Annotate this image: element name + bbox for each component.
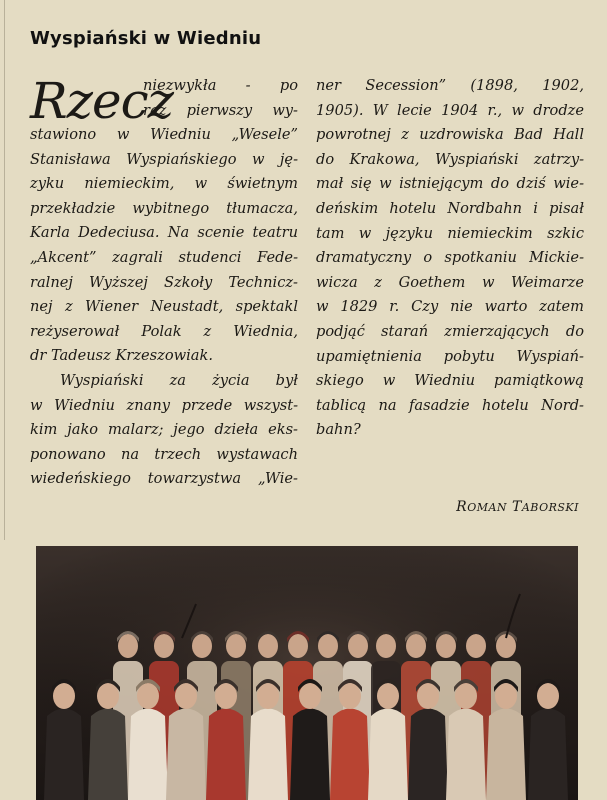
dropcap-block (30, 72, 298, 130)
cast-member-body (206, 709, 246, 800)
cast-member-face (299, 683, 321, 709)
text-line: reżyserował Polak z Wiednia, (30, 322, 298, 340)
cast-member-face (339, 683, 361, 709)
author-last-rest: ABORSKI (521, 501, 579, 514)
cast-group-photo (36, 546, 578, 800)
cast-member-face (495, 683, 517, 709)
cast-member-body (446, 709, 486, 800)
cast-member-face (53, 683, 75, 709)
text-line: w Wiedniu znany przede wszyst- (30, 396, 298, 414)
text-line: dr Tadeusz Krzeszowiak. (30, 347, 213, 365)
text-line: ponowano na trzech wystawach (30, 445, 298, 463)
page-edge-rule (4, 0, 5, 540)
text-line: w 1829 r. Czy nie warto zatem (316, 298, 584, 316)
text-line: raz pierwszy wy- (143, 101, 298, 119)
text-line: wicza z Goethem w Weimarze (316, 273, 584, 291)
cast-member-face (406, 634, 426, 658)
dropcap-word: Rzecz (30, 72, 173, 130)
text-line: wiedeńskiego towarzystwa „Wie- (30, 470, 298, 488)
text-line: stawiono w Wiedniu „Wesele” (30, 126, 298, 143)
cast-member-face (192, 634, 212, 658)
text-line: tablicą na fasadzie hotelu Nord- (316, 396, 584, 414)
cast-member-face (417, 683, 439, 709)
text-line: ralnej Wyższej Szkoły Technicz- (30, 273, 298, 291)
cast-member-body (486, 709, 526, 800)
cast-member-body (248, 709, 288, 800)
cast-member-body (128, 709, 168, 800)
text-line: Stanisława Wyspiańskiego w ję- (30, 150, 298, 168)
text-line: nej z Wiener Neustadt, spektakl (30, 298, 298, 316)
text-line: Wyspiański za życia był (60, 371, 298, 389)
article-column-right (316, 74, 584, 443)
cast-member-body (408, 709, 448, 800)
author-initial: R (456, 499, 468, 515)
text-line: podjąć starań zmierzających do (316, 322, 584, 340)
cast-member-face (377, 683, 399, 709)
cast-member-body (368, 709, 408, 800)
cast-member-face (537, 683, 559, 709)
text-line: przekładzie wybitnego tłumacza, (30, 199, 298, 217)
cast-member-face (258, 634, 278, 658)
text-line: do Krakowa, Wyspiański zatrzy- (316, 150, 584, 168)
cast-member-face (118, 634, 138, 658)
text-line: skiego w Wiedniu pamiątkową (316, 372, 584, 390)
text-line: tam w języku niemieckim szkic (316, 224, 584, 242)
text-line: niezwykła - po (143, 77, 298, 94)
cast-member-face (436, 634, 456, 658)
text-line: dramatyczny o spotkaniu Mickie- (316, 249, 584, 267)
text-line: kim jako malarz; jego dzieła eks- (30, 421, 298, 439)
article-title: Wyspiański w Wiedniu (30, 28, 262, 49)
text-line: mał się w istniejącym do dziś wie- (316, 175, 584, 193)
cast-member-face (257, 683, 279, 709)
text-line: deńskim hotelu Nordbahn i pisał (316, 199, 584, 217)
cast-member-face (215, 683, 237, 709)
cast-member-body (290, 709, 330, 800)
cast-member-face (226, 634, 246, 658)
cast-member-face (137, 683, 159, 709)
cast-member-face (318, 634, 338, 658)
author-first-rest: OMAN (467, 501, 508, 514)
text-line: upamiętnienia pobytu Wyspiań- (316, 347, 584, 365)
author-initial: T (512, 499, 522, 515)
article-column-left (30, 74, 298, 492)
cast-member-face (175, 683, 197, 709)
cast-member-face (455, 683, 477, 709)
cast-member-face (348, 634, 368, 658)
cast-member-body (330, 709, 370, 800)
article-author (456, 499, 579, 515)
cast-member-face (97, 683, 119, 709)
cast-member-face (376, 634, 396, 658)
text-line: Karla Dedeciusa. Na scenie teatru (30, 224, 298, 242)
cast-member-face (288, 634, 308, 658)
cast-member-body (166, 709, 206, 800)
cast-member-body (88, 709, 128, 800)
text-line: bahn? (316, 421, 361, 439)
cast-member-face (154, 634, 174, 658)
text-line: „Akcent” zagrali studenci Fede- (30, 248, 298, 266)
cast-member-face (466, 634, 486, 658)
text-line: 1905). W lecie 1904 r., w drodze (316, 101, 584, 119)
photo-image (36, 546, 578, 800)
text-line: powrotnej z uzdrowiska Bad Hall (316, 126, 584, 144)
text-line: ner Secession” (1898, 1902, (316, 77, 584, 94)
cast-member-body (528, 709, 568, 800)
cast-member-body (44, 709, 84, 800)
text-line: zyku niemieckim, w świetnym (30, 175, 298, 193)
